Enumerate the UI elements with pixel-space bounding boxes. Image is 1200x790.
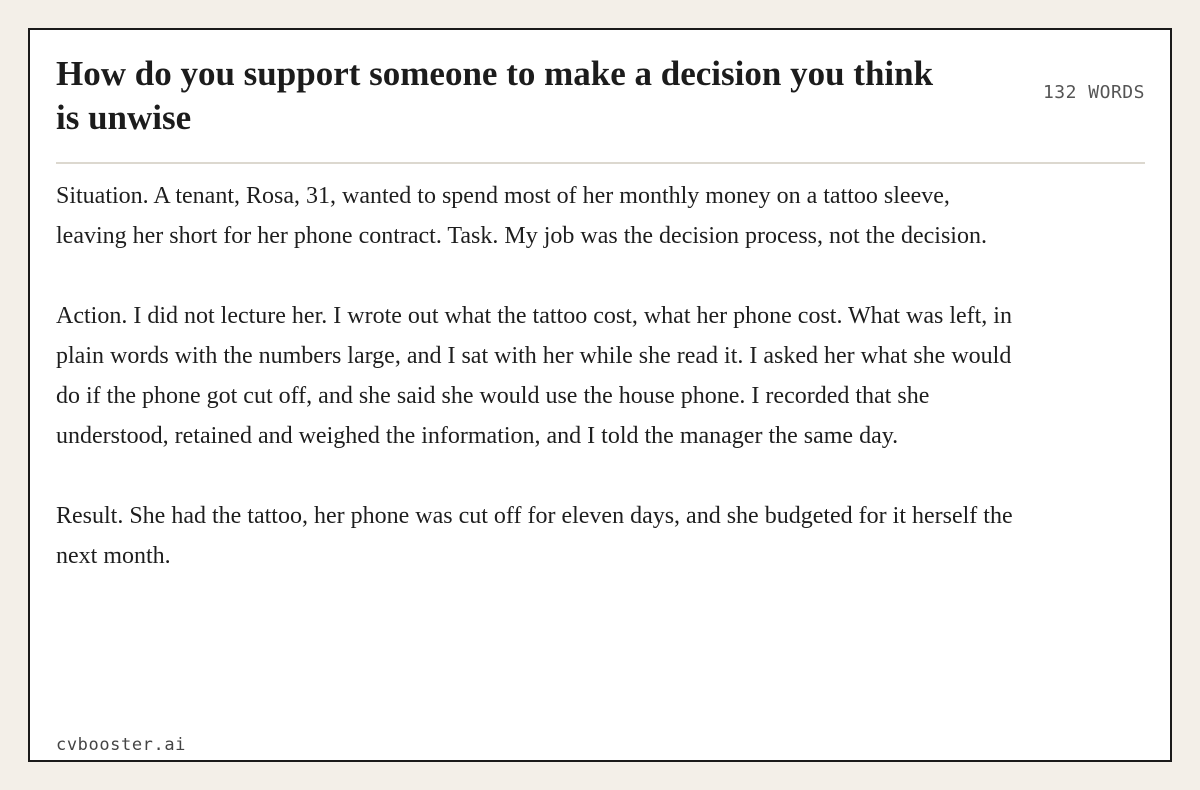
card-header — [56, 50, 1145, 164]
question-title: How do you support someone to make a decision you think is unwise — [56, 54, 934, 137]
paragraph-result: Result. She had the tattoo, her phone was cut off for eleven days, and she budgeted for it herself the next month. — [56, 503, 1013, 569]
answer-card — [28, 28, 1172, 762]
answer-body — [56, 176, 1016, 616]
word-count-label: 132 WORDS — [1042, 82, 1145, 103]
paragraph-action: Action. I did not lecture her. I wrote out what the tattoo cost, what her phone cost. What was left, in plain words with the numbers large, and I sat with her while she read it. I asked her what she would do if the phone got cut off, and she said she would use the house phone. I recorded that she understood, retained and weighed the information, and I told the manager the same day. — [56, 303, 1012, 449]
brand-footer: cvbooster.ai — [56, 735, 187, 755]
paragraph-situation: Situation. A tenant, Rosa, 31, wanted to spend most of her monthly money on a tattoo sleeve, leaving her short for her phone contract. Task. My job was the decision process, not the decision. — [56, 183, 987, 249]
